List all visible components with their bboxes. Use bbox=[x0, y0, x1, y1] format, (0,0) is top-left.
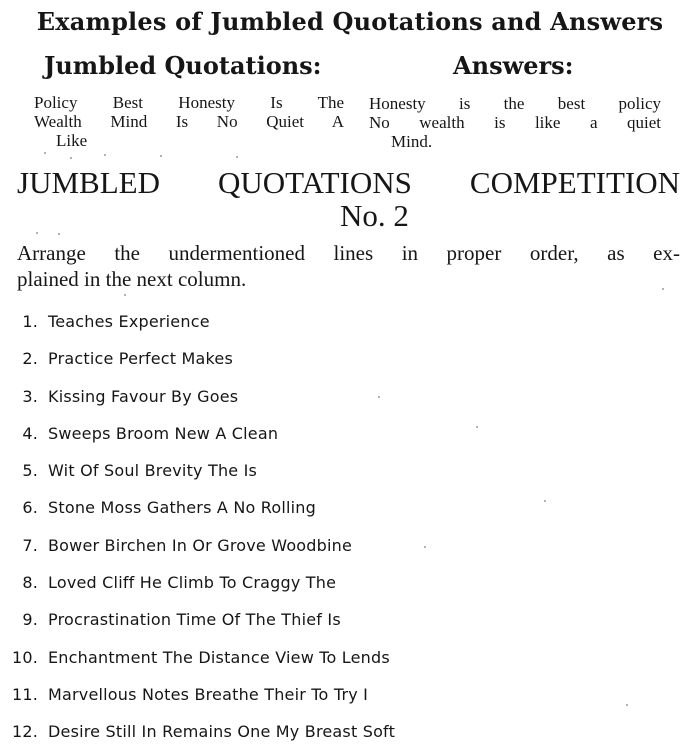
print-speck bbox=[124, 294, 126, 296]
instructions-line: Arrange the undermentioned lines in proper order, as ex- bbox=[17, 241, 680, 265]
item-text: Wit Of Soul Brevity The Is bbox=[48, 461, 258, 481]
list-item bbox=[0, 340, 700, 377]
answer-example-line: Mind. bbox=[391, 132, 433, 151]
print-speck bbox=[58, 233, 60, 235]
competition-number: No. 2 bbox=[340, 198, 409, 233]
item-number: 6. bbox=[22, 498, 38, 518]
item-number: 7. bbox=[22, 535, 38, 555]
item-text: Kissing Favour By Goes bbox=[48, 386, 239, 406]
list-item bbox=[0, 564, 700, 601]
list-item bbox=[0, 452, 700, 489]
print-speck bbox=[424, 546, 426, 548]
item-text: Stone Moss Gathers A No Rolling bbox=[48, 498, 316, 518]
print-speck bbox=[236, 156, 238, 158]
item-number: 1. bbox=[22, 312, 38, 331]
item-text: Sweeps Broom New A Clean bbox=[48, 423, 279, 443]
item-text: Loved Cliff He Climb To Craggy The bbox=[48, 573, 337, 593]
jumbled-example-line: Policy Best Honesty Is The bbox=[34, 93, 344, 112]
item-number: 5. bbox=[22, 461, 38, 481]
print-speck bbox=[36, 232, 38, 234]
competition-title bbox=[17, 166, 680, 232]
list-item bbox=[0, 713, 700, 750]
jumbled-quotations-heading: Jumbled Quotations: bbox=[44, 51, 322, 80]
item-number: 3. bbox=[22, 386, 38, 406]
answer-example-line: No wealth is like a quiet bbox=[369, 113, 661, 132]
item-number: 10. bbox=[11, 647, 38, 667]
print-speck bbox=[104, 154, 106, 156]
competition-instructions bbox=[17, 240, 680, 292]
list-item bbox=[0, 676, 700, 713]
item-text: Desire Still In Remains One My Breast Soft bbox=[48, 722, 396, 742]
item-number: 8. bbox=[22, 573, 38, 593]
item-number: 9. bbox=[22, 610, 38, 630]
answer-example-line: Honesty is the best policy bbox=[369, 94, 661, 113]
item-number: 12. bbox=[11, 722, 38, 742]
item-number: 2. bbox=[22, 349, 38, 369]
list-item bbox=[0, 378, 700, 415]
item-number: 4. bbox=[22, 423, 38, 443]
print-speck bbox=[544, 500, 546, 502]
competition-title-line: JUMBLED QUOTATIONS COMPETITION bbox=[17, 165, 680, 200]
item-number: 11. bbox=[11, 684, 38, 704]
examples-title: Examples of Jumbled Quotations and Answers bbox=[36, 7, 664, 36]
jumbled-example-line: Like bbox=[56, 131, 88, 150]
item-text: Enchantment The Distance View To Lends bbox=[48, 647, 390, 667]
print-speck bbox=[626, 704, 628, 706]
item-text: Procrastination Time Of The Thief Is bbox=[48, 610, 341, 630]
list-item bbox=[0, 489, 700, 526]
list-item bbox=[0, 639, 700, 676]
item-text: Practice Perfect Makes bbox=[48, 349, 234, 369]
item-text: Bower Birchen In Or Grove Woodbine bbox=[48, 535, 353, 555]
answers-example-block bbox=[369, 94, 661, 151]
list-item bbox=[0, 601, 700, 638]
print-speck bbox=[662, 288, 664, 290]
list-item bbox=[0, 527, 700, 564]
print-speck bbox=[70, 157, 72, 159]
print-speck bbox=[160, 155, 162, 157]
jumbled-example-block bbox=[34, 93, 344, 150]
jumbled-quotations-list bbox=[0, 303, 700, 751]
list-item bbox=[0, 303, 700, 340]
print-speck bbox=[44, 152, 46, 154]
instructions-line: plained in the next column. bbox=[17, 267, 247, 291]
list-item bbox=[0, 415, 700, 452]
item-text: Marvellous Notes Breathe Their To Try I bbox=[48, 684, 369, 704]
answers-heading: Answers: bbox=[453, 51, 574, 80]
jumbled-example-line: Wealth Mind Is No Quiet A bbox=[34, 112, 344, 131]
print-speck bbox=[378, 396, 380, 398]
print-speck bbox=[476, 426, 478, 428]
item-text: Teaches Experience bbox=[48, 312, 210, 331]
